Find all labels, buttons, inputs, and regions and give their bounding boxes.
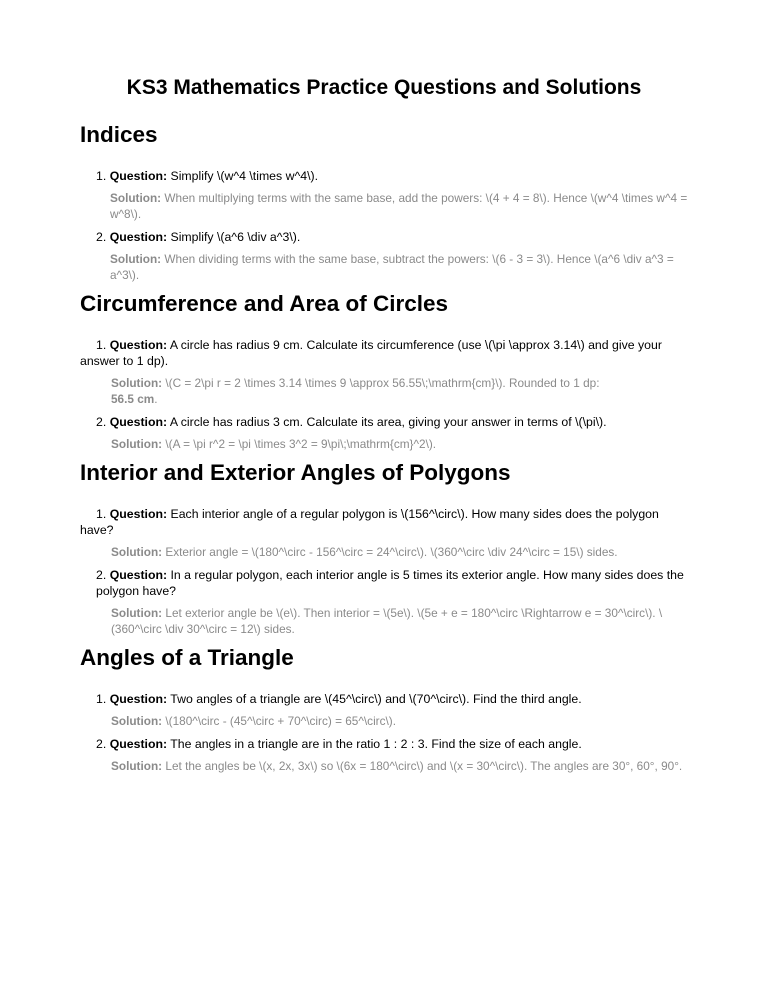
question-label: Question: bbox=[109, 415, 168, 429]
section-heading-polygons: Interior and Exterior Angles of Polygons bbox=[80, 460, 511, 485]
question-number: 2. bbox=[96, 230, 107, 244]
solution-label: Solution: bbox=[111, 545, 163, 559]
question-number: 2. bbox=[96, 415, 107, 429]
question-text: A circle has radius 9 cm. Calculate its circumference (use \(\pi \approx 3.14\) and give your answer to 1 dp). bbox=[80, 338, 662, 368]
question-line bbox=[96, 229, 688, 245]
question-text: Each interior angle of a regular polygon is \(156^\circ\). How many sides does the polygon have? bbox=[80, 507, 659, 537]
solution-text: \(A = \pi r^2 = \pi \times 3^2 = 9\pi\;\mathrm{cm}^2\). bbox=[165, 437, 437, 451]
question-line bbox=[80, 337, 688, 369]
section-heading-indices: Indices bbox=[80, 122, 158, 147]
solution-line bbox=[96, 251, 688, 283]
answer-suffix: . bbox=[154, 392, 158, 406]
solution-label: Solution: bbox=[111, 714, 163, 728]
solution-line bbox=[80, 375, 688, 407]
question-block bbox=[80, 506, 688, 560]
solution-text: When multiplying terms with the same base, add the powers: \(4 + 4 = 8\). Hence \(w^4 \times w^4 = w^8\). bbox=[110, 191, 688, 221]
question-block bbox=[80, 414, 688, 452]
solution-answer: 56.5 cm bbox=[111, 392, 155, 406]
solution-label: Solution: bbox=[111, 437, 163, 451]
solution-label: Solution: bbox=[110, 191, 162, 205]
solution-label: Solution: bbox=[111, 606, 163, 620]
solution-line bbox=[96, 436, 688, 452]
solution-label: Solution: bbox=[110, 252, 162, 266]
question-block bbox=[80, 567, 688, 637]
question-line bbox=[96, 414, 688, 430]
question-text: The angles in a triangle are in the ratio 1 : 2 : 3. Find the size of each angle. bbox=[170, 737, 582, 751]
question-block bbox=[80, 736, 688, 774]
solution-line bbox=[80, 544, 688, 560]
section-heading-triangle: Angles of a Triangle bbox=[80, 645, 294, 670]
question-label: Question: bbox=[109, 230, 168, 244]
question-text: Simplify \(a^6 \div a^3\). bbox=[170, 230, 301, 244]
question-label: Question: bbox=[109, 737, 168, 751]
question-text: A circle has radius 3 cm. Calculate its area, giving your answer in terms of \(\pi\). bbox=[169, 415, 607, 429]
question-line bbox=[96, 567, 688, 599]
solution-text: Let the angles be \(x, 2x, 3x\) so \(6x = 180^\circ\) and \(x = 30^\circ\). The angles are 30°, 60°, 90°. bbox=[165, 759, 683, 773]
solution-line bbox=[96, 758, 688, 774]
question-number: 1. bbox=[96, 507, 107, 521]
solution-text: Let exterior angle be \(e\). Then interior = \(5e\). \(5e + e = 180^\circ \Rightarrow e = 30^\circ\). \(360^\circ \div 30^\circ = 12\) sides. bbox=[111, 606, 663, 636]
question-text: Simplify \(w^4 \times w^4\). bbox=[170, 169, 319, 183]
question-number: 1. bbox=[96, 338, 107, 352]
solution-line bbox=[96, 190, 688, 222]
solution-text: \(180^\circ - (45^\circ + 70^\circ) = 65^\circ\). bbox=[165, 714, 396, 728]
question-block bbox=[80, 337, 688, 407]
question-line bbox=[96, 691, 688, 707]
question-line bbox=[96, 168, 688, 184]
solution-label: Solution: bbox=[111, 376, 163, 390]
solution-text: When dividing terms with the same base, subtract the powers: \(6 - 3 = 3\). Hence \(a^6 \div a^3 = a^3\). bbox=[110, 252, 674, 282]
question-label: Question: bbox=[109, 568, 168, 582]
question-block bbox=[80, 168, 688, 222]
question-number: 2. bbox=[96, 737, 107, 751]
solution-line bbox=[96, 605, 688, 637]
question-number: 1. bbox=[96, 692, 107, 706]
solution-text: \(C = 2\pi r = 2 \times 3.14 \times 9 \approx 56.55\;\mathrm{cm}\). Rounded to 1 dp: bbox=[165, 376, 600, 390]
question-line bbox=[80, 506, 688, 538]
question-label: Question: bbox=[109, 507, 168, 521]
question-label: Question: bbox=[109, 338, 168, 352]
question-label: Question: bbox=[109, 692, 168, 706]
section-heading-circles: Circumference and Area of Circles bbox=[80, 291, 449, 316]
question-number: 1. bbox=[96, 169, 107, 183]
solution-text: Exterior angle = \(180^\circ - 156^\circ = 24^\circ\). \(360^\circ \div 24^\circ = 15\) sides. bbox=[165, 545, 618, 559]
question-block bbox=[80, 691, 688, 729]
question-label: Question: bbox=[109, 169, 168, 183]
question-line bbox=[96, 736, 688, 752]
question-text: In a regular polygon, each interior angle is 5 times its exterior angle. How many sides does the polygon have? bbox=[96, 568, 684, 598]
solution-label: Solution: bbox=[111, 759, 163, 773]
solution-line bbox=[96, 713, 688, 729]
question-text: Two angles of a triangle are \(45^\circ\) and \(70^\circ\). Find the third angle. bbox=[170, 692, 582, 706]
question-block bbox=[80, 229, 688, 283]
page-title: KS3 Mathematics Practice Questions and Solutions bbox=[126, 76, 642, 99]
question-number: 2. bbox=[96, 568, 107, 582]
